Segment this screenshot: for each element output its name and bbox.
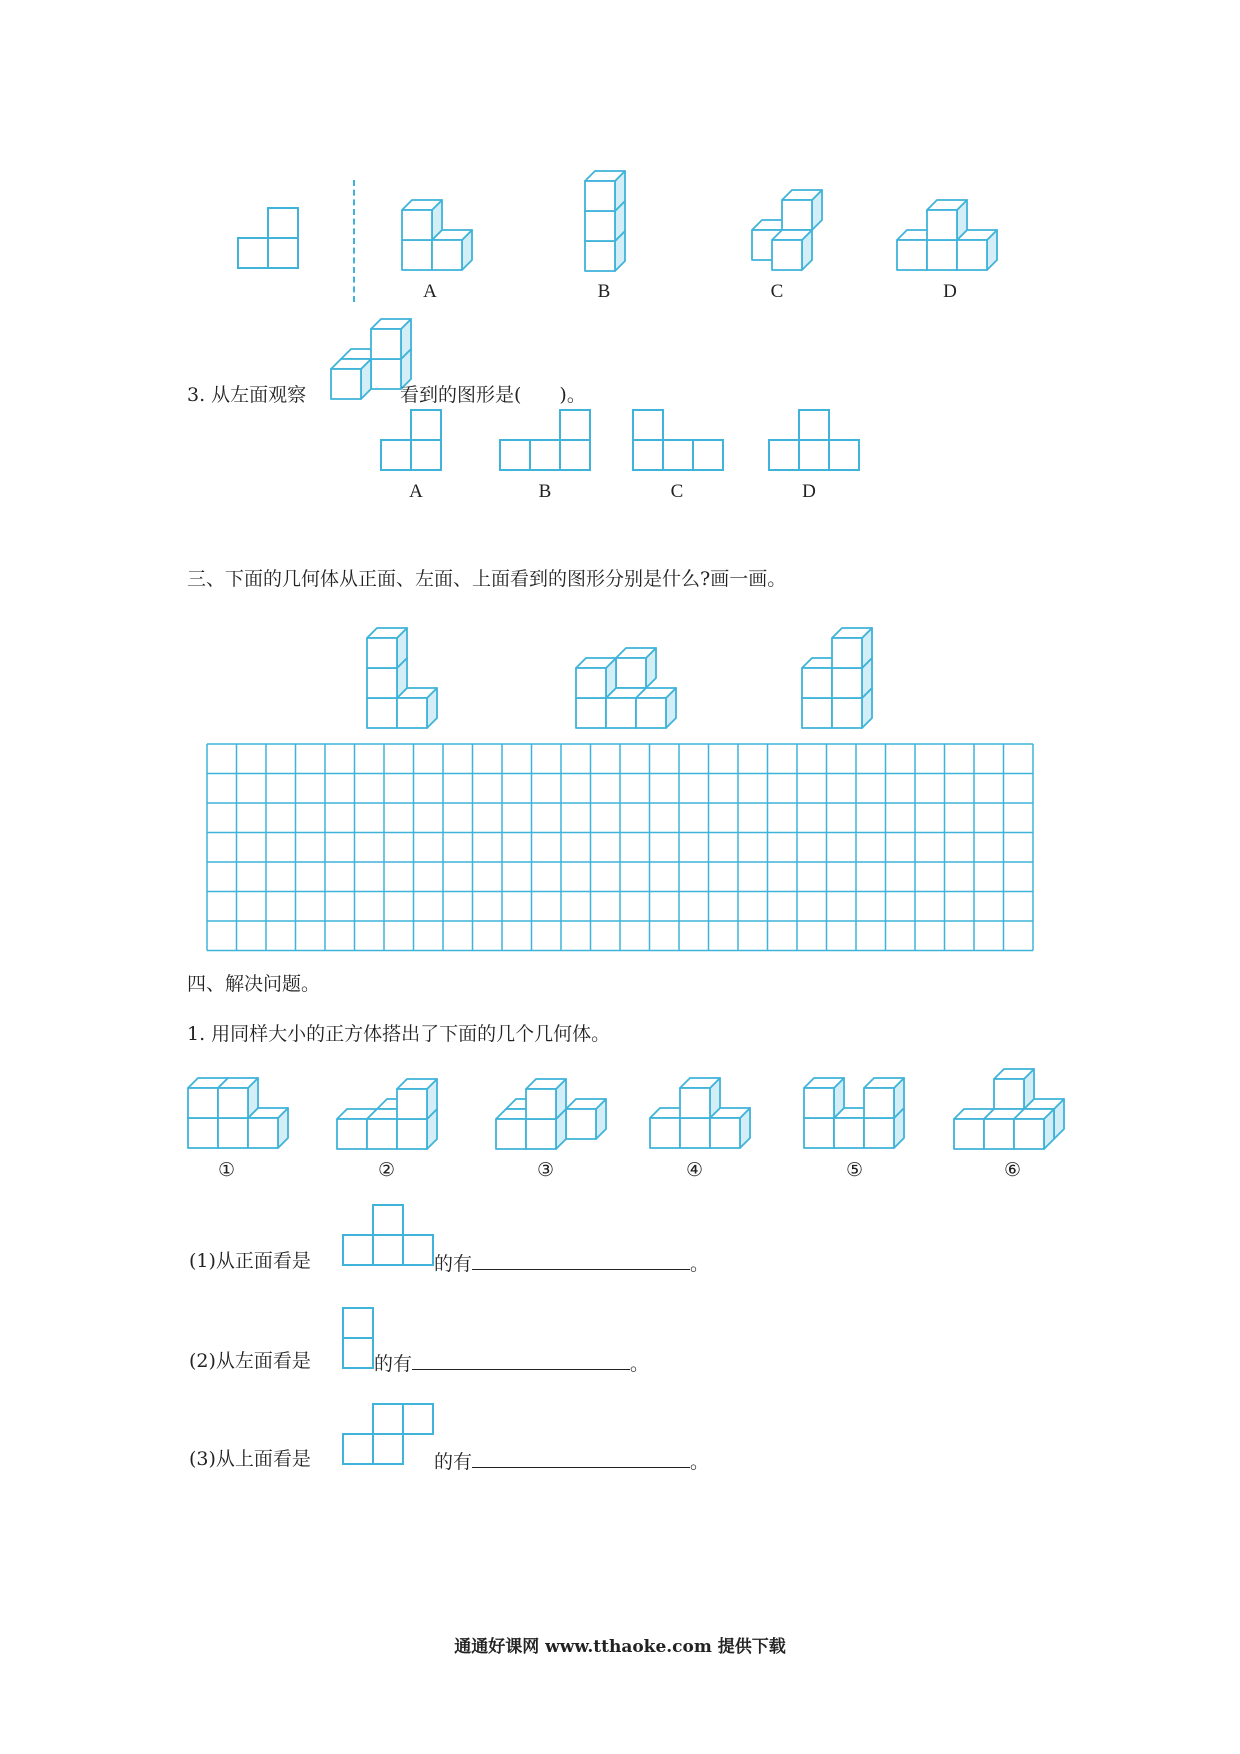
solid-label-3: ③ xyxy=(537,1159,555,1181)
sub1-answer-line xyxy=(434,1249,709,1276)
solid-label-5: ⑤ xyxy=(846,1159,864,1181)
q3-option-d-view xyxy=(768,410,860,472)
sub1-period: 。 xyxy=(690,1253,710,1275)
q2-option-b-solid xyxy=(583,155,643,275)
section4-heading: 四、解决问题。 xyxy=(187,973,321,995)
sub2-period: 。 xyxy=(630,1353,650,1375)
q3-option-c-view xyxy=(632,410,724,472)
sub3-top-view-shape xyxy=(342,1403,434,1465)
q2-option-d-solid xyxy=(895,194,1005,274)
q3-option-a-view xyxy=(380,410,442,472)
drawing-grid[interactable] xyxy=(206,743,1034,953)
footer-credit: 通通好课网 www.tthaoke.com 提供下载 xyxy=(454,1637,786,1657)
q3-option-b-label: B xyxy=(538,481,552,502)
solid-6 xyxy=(952,1061,1064,1153)
sub2-answer-line xyxy=(374,1349,649,1376)
section3-heading: 三、下面的几何体从正面、左面、上面看到的图形分别是什么?画一画。 xyxy=(187,568,787,590)
q2-option-a-solid xyxy=(400,184,490,274)
section3-solid-2 xyxy=(574,650,678,732)
q2-reference-view xyxy=(236,208,301,273)
q3-option-d-label: D xyxy=(802,481,816,502)
sub2-prefix: (2)从左面看是 xyxy=(189,1350,311,1372)
solid-2 xyxy=(335,1061,447,1153)
solid-label-2: ② xyxy=(378,1159,396,1181)
q3-option-a-label: A xyxy=(409,481,423,502)
q2-option-c-label: C xyxy=(770,281,784,302)
sub3-answer-blank[interactable] xyxy=(472,1447,690,1468)
sub1-answer-blank[interactable] xyxy=(472,1249,690,1270)
solid-4 xyxy=(648,1070,750,1152)
solid-label-1: ① xyxy=(218,1159,236,1181)
sub3-prefix: (3)从上面看是 xyxy=(189,1448,311,1470)
sub1-front-view-shape xyxy=(342,1205,434,1267)
solid-label-6: ⑥ xyxy=(1004,1159,1022,1181)
q3-solid xyxy=(329,311,401,403)
sub2-has-text: 的有 xyxy=(374,1353,413,1375)
q3-suffix: 看到的图形是( )。 xyxy=(400,384,586,406)
q2-option-b-label: B xyxy=(597,281,611,302)
solid-5 xyxy=(802,1070,904,1152)
q3-option-c-label: C xyxy=(670,481,684,502)
section3-solid-3 xyxy=(800,610,890,732)
sub1-has-text: 的有 xyxy=(434,1253,473,1275)
q2-option-a-label: A xyxy=(423,281,437,302)
q2-option-c-solid xyxy=(740,184,830,274)
sub2-left-view-shape xyxy=(342,1307,374,1369)
sub1-prefix: (1)从正面看是 xyxy=(189,1250,311,1272)
divider-dashed xyxy=(353,180,355,302)
solid-1 xyxy=(186,1070,288,1152)
sub3-has-text: 的有 xyxy=(434,1451,473,1473)
q3-prefix: 3. 从左面观察 xyxy=(187,384,307,406)
section3-solid-1 xyxy=(365,610,455,732)
sub3-answer-line xyxy=(434,1447,709,1474)
q3-option-b-view xyxy=(499,410,591,472)
solid-label-4: ④ xyxy=(686,1159,704,1181)
q2-option-d-label: D xyxy=(943,281,957,302)
sub3-period: 。 xyxy=(690,1451,710,1473)
sub2-answer-blank[interactable] xyxy=(412,1349,630,1370)
solid-3 xyxy=(494,1061,596,1153)
section4-q1-intro: 1. 用同样大小的正方体搭出了下面的几个几何体。 xyxy=(187,1023,611,1045)
